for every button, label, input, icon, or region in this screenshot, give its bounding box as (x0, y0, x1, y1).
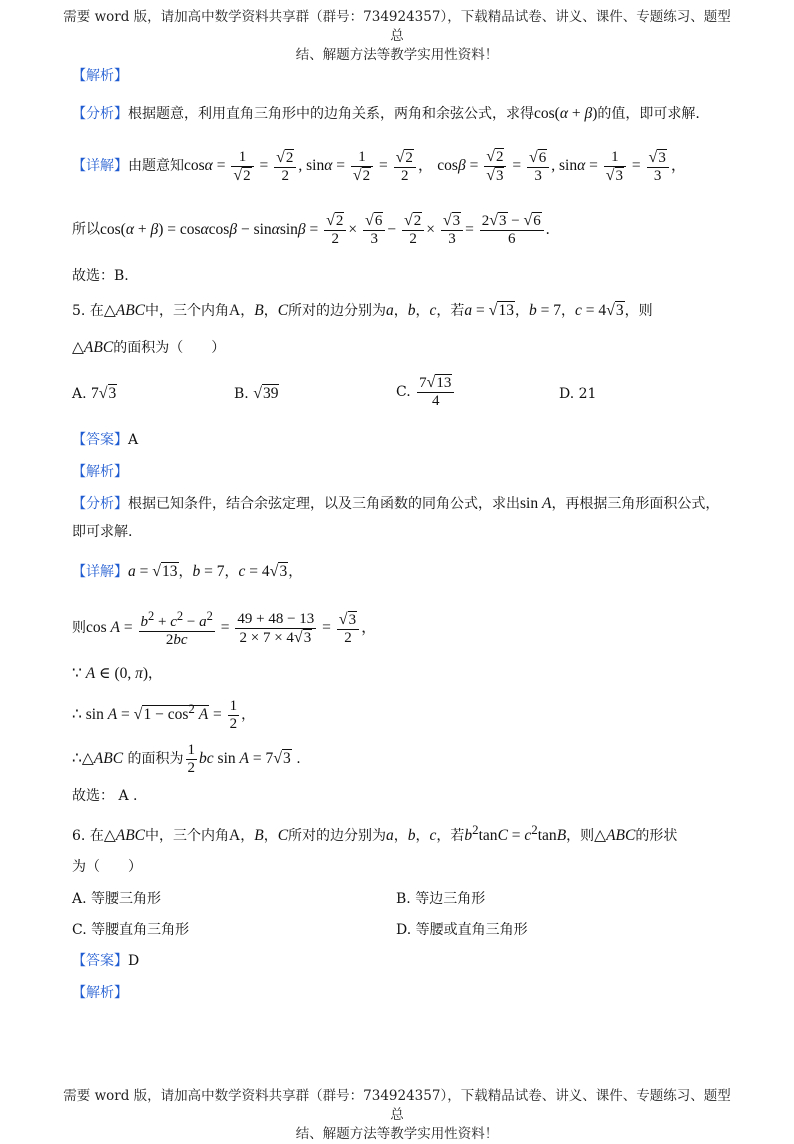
q5-stem: 5. 在△ABC中，三个内角A，B，C所对的边分别为a，b，c，若a = √13，b = 7，c = 4√3，则 (72, 302, 653, 319)
q5-analysis-2: 即可求解. (72, 524, 133, 540)
q4-result: 所以cos(α + β) = cosαcosβ − sinαsinβ = $\frac{√2}{2}$ × $\frac{√6}{3}$ − $\frac{√2}{2}$ × $\frac{√3}{3}$ = $\frac{2√3 - √6}{6}$ . (72, 212, 550, 247)
q5-jiexi-tag: 【解析】 (72, 464, 128, 480)
footer-line-1: 需要 word 版，请加高中数学资料共享群（群号：734924357），下载精品试卷、讲义、课件、专题练习、题型总 (63, 1088, 731, 1123)
q6-stem-2: 为（ ） (72, 859, 142, 875)
q5-stem-2: △ABC的面积为（ ） (72, 339, 226, 356)
fenxi-tag: 【分析】 (72, 106, 128, 122)
q5-analysis: 【分析】根据已知条件，结合余弦定理，以及三角函数的同角公式，求出sin A，再根据三角形面积公式， (72, 495, 720, 512)
q6-jiexi-tag: 【解析】 (72, 985, 128, 1001)
q4-analysis: 【分析】根据题意，利用直角三角形中的边角关系，两角和余弦公式，求得cos(α + β)的值，即可求解. (72, 105, 700, 122)
q4-detail: 【详解】由题意知cosα = $\frac{1}{√2}$ = $\frac{√2}{2}$ , sinα = $\frac{1}{√2}$ = $\frac{√2}{2}$ ， cosβ = $\frac{√2}{√3}$ = $\frac{√6}{3}$ , sinα = $\frac{1}{√3}$ = $\frac{√3}{3}$ ， (72, 148, 687, 184)
q5-option-d[interactable]: D. 21 (559, 386, 597, 402)
math-cos-sum: cos(α + β) (534, 105, 598, 122)
math-cos-expansion: cos(α + β) = cosαcosβ − sinαsinβ = $\frac{√2}{2}$ × $\frac{√6}{3}$ − $\frac{√2}{2}$ × $\frac{√3}{3}$ = $\frac{2√3 - √6}{6}$ . (100, 212, 550, 247)
q5-detail: 【详解】a = √13，b = 7，c = 4√3， (72, 563, 303, 580)
q6-option-b[interactable]: B. 等边三角形 (396, 891, 486, 907)
q5-cosA: 则cos A = $\frac{b^2 + c^2 - a^2}{2bc}$ = $\frac{49 + 48 - 13}{2 \times 7 \times 4√3}$ = $\frac{√3}{2}$ ， (72, 609, 377, 648)
q6-stem: 6. 在△ABC中，三个内角A，B，C所对的边分别为a，b，c，若$b^2\tan C = c^2\tan B$，则△ABC的形状 (72, 822, 678, 845)
q6-answer: 【答案】D (72, 953, 140, 969)
page-footer (60, 1087, 734, 1144)
q5-area: ∴△ABC 的面积为 $\frac{1}{2}$ bc sin A = 7√3 . (72, 742, 301, 776)
q6-option-c[interactable]: C. 等腰直角三角形 (72, 922, 190, 938)
q6-option-d[interactable]: D. 等腰或直角三角形 (396, 922, 528, 938)
q6-option-a[interactable]: A. 等腰三角形 (72, 891, 162, 907)
q5-option-a[interactable]: A. 7√3 (72, 385, 117, 402)
q5-sinA: ∴ $\sin A = √1 - \cos^2 A$ = $\frac{1}{2}$ ， (72, 698, 256, 732)
footer-line-2: 结、解题方法等教学实用性资料！ (295, 1126, 499, 1142)
q5-option-b[interactable]: B. √39 (234, 385, 279, 402)
math-values: cosα = $\frac{1}{√2}$ = $\frac{√2}{2}$ , sinα = $\frac{1}{√2}$ = $\frac{√2}{2}$ ， cosβ = $\frac{√2}{√3}$ = $\frac{√6}{3}$ , sinα = $\frac{1}{√3}$ = $\frac{√3}{3}$ ， (184, 148, 687, 184)
jiexi-tag: 【解析】 (72, 68, 128, 84)
header-line-1: 需要 word 版，请加高中数学资料共享群（群号：734924357），下载精品试卷、讲义、课件、专题练习、题型总 (63, 9, 731, 44)
q4-choice: 故选：B. (72, 268, 129, 284)
q5-option-c[interactable]: C. $\frac{7√13}{4}$ (396, 374, 456, 410)
q5-choice: 故选： A . (72, 788, 138, 804)
q5-range: ∵ A ∈ (0, π)， (72, 665, 163, 682)
header-line-2: 结、解题方法等教学实用性资料！ (295, 47, 499, 63)
q5-answer: 【答案】A (72, 432, 139, 448)
page-header (60, 8, 734, 65)
xiangjie-tag: 【详解】 (72, 158, 128, 175)
